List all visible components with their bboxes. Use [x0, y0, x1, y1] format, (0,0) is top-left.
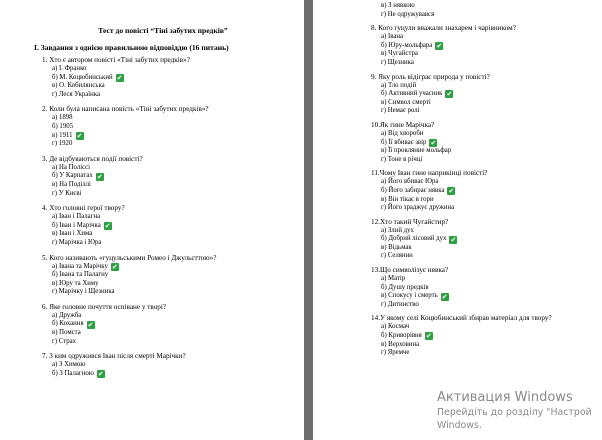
watermark-title: Активация Windows	[437, 390, 573, 405]
check-icon: ✔	[104, 222, 111, 231]
answer-option	[363, 147, 594, 156]
check-icon: ✔	[76, 131, 83, 140]
answer-option-label: б) Активний учасник	[381, 90, 443, 98]
check-icon: ✔	[448, 187, 455, 196]
answer-option-label: б) З Палагною	[52, 369, 94, 377]
answer-option	[363, 292, 594, 301]
question-item	[34, 303, 292, 346]
question-item	[363, 169, 594, 212]
answer-option	[363, 244, 594, 253]
answer-option	[363, 323, 594, 332]
question-text: 1. Хто є автором повісті «Тіні забутих предків»?	[42, 56, 190, 64]
answer-option	[363, 341, 594, 350]
answer-option-label: в) Її прокляние мольфар	[381, 147, 452, 155]
answer-option-label: г) Леся Українка	[52, 90, 101, 98]
answer-option	[34, 370, 292, 379]
question-text: 8. Кого гуцули вважали знахарем і чарівником?	[371, 24, 516, 33]
check-icon: ✔	[446, 90, 453, 99]
answer-option-label: а) Іван і Палагна	[52, 213, 101, 221]
check-icon: ✔	[436, 42, 443, 51]
check-icon: ✔	[96, 172, 103, 181]
question-text: 5. Кого називають «гуцульськими Ромео і Джульєттою»?	[42, 253, 217, 262]
answer-option	[363, 349, 594, 358]
question-list-left	[34, 56, 292, 378]
answer-option	[363, 90, 594, 99]
question-item	[363, 266, 594, 309]
question-item	[34, 352, 292, 378]
answer-option-label: г) Тоне в річці	[381, 155, 423, 163]
answer-option-label: а) Злий дух	[381, 226, 414, 234]
question-item	[34, 254, 292, 297]
answer-option-label: б) Її вбиває звір	[381, 138, 427, 146]
answer-option	[34, 280, 292, 289]
watermark-subtitle-line2: Windows.	[437, 420, 482, 431]
answer-option-label: б) М. Коцюбинський	[52, 73, 113, 81]
check-icon: ✔	[116, 73, 123, 82]
answer-option	[363, 42, 594, 51]
check-icon: ✔	[87, 320, 94, 329]
answer-option-label: г) Щезника	[381, 58, 414, 66]
answer-option	[34, 239, 292, 248]
answer-option	[34, 91, 292, 100]
question-item	[34, 155, 292, 198]
answer-option-label: в) Спокусу і смерть	[381, 292, 438, 300]
answer-option-label: г) Марічка і Юра	[52, 238, 102, 246]
question-text: 14.У якому селі Коцюбинський збирав матеріал для твору?	[371, 314, 552, 323]
answer-option-label: а) Тло подій	[381, 81, 417, 89]
check-icon: ✔	[111, 262, 118, 271]
answer-option	[34, 361, 292, 370]
document-page-right	[313, 0, 602, 440]
answer-option	[34, 172, 292, 181]
question-item	[363, 218, 594, 261]
answer-option-label: а) І. Франко	[52, 65, 87, 72]
answer-option-label: б) Юру-мольфара	[381, 41, 433, 49]
answer-option-label: б) Кохання	[52, 320, 84, 328]
question-text: 11.Чому Іван гине наприкінці повісті?	[371, 169, 488, 178]
question-text: 2. Коли була написана повість «Тіні забутих предків»?	[42, 105, 209, 114]
check-icon: ✔	[425, 332, 432, 341]
question-text: 12.Хто такий Чугайстир?	[371, 217, 449, 226]
question-item	[34, 204, 292, 247]
check-icon: ✔	[441, 292, 448, 301]
question-item	[363, 2, 594, 19]
answer-option	[363, 275, 594, 284]
answer-option	[34, 320, 292, 329]
answer-option	[363, 227, 594, 236]
answer-option	[363, 139, 594, 148]
question-text: 13.Що символізує нявка?	[371, 266, 449, 275]
answer-option-label: б) Івана та Палагну	[52, 271, 109, 279]
question-text: 7. З ким одружився Іван після смерті Марічки?	[42, 352, 186, 361]
answer-option-label: г) Його зраджує дружина	[381, 204, 455, 212]
answer-option-label: б) Його забирає нявка	[381, 186, 445, 194]
answer-option-label: г) Страх	[52, 337, 77, 345]
answer-option	[34, 181, 292, 190]
answer-option	[363, 301, 594, 310]
answer-option-label: в) Помста	[52, 329, 81, 337]
watermark-subtitle-line1: Перейдіть до розділу "Настрой	[437, 407, 592, 418]
answer-option-label: в) Символ смерті	[381, 98, 431, 106]
question-list-right	[363, 24, 594, 358]
answer-option-label: б) Добрий лісовий дух	[381, 235, 447, 243]
answer-option	[34, 82, 292, 91]
answer-option	[34, 65, 292, 74]
question-text: 9. Яку роль відіграє природа у повісті?	[371, 72, 490, 81]
answer-option	[363, 196, 594, 205]
answer-option-label: а) Його вбиває Юра	[381, 178, 439, 186]
answer-option	[34, 114, 292, 123]
question-item	[363, 73, 594, 116]
answer-option-label: в) Він тікає в гори	[381, 195, 434, 203]
check-icon: ✔	[430, 138, 437, 147]
answer-option-label: б) Іван і Марічка	[52, 221, 101, 229]
windows-activation-watermark	[437, 390, 602, 432]
question-text: 3. Де відбуваються події повісті?	[42, 154, 143, 163]
check-icon: ✔	[97, 370, 104, 379]
answer-option-label: а) Дружба	[52, 311, 82, 319]
question-item	[34, 105, 292, 148]
answer-option-label: г) Не одружувався	[381, 10, 435, 18]
answer-option	[363, 33, 594, 42]
answer-option-label: г) Немає ролі	[381, 107, 420, 115]
answer-option-label: б) У Карпатах	[52, 172, 93, 180]
question-text: 4. Хто головні герої твору?	[42, 204, 125, 213]
answer-option	[34, 140, 292, 149]
answer-option	[363, 11, 594, 20]
answer-option-label: б) Криворівня	[381, 332, 422, 340]
answer-option-label: б) 1905	[52, 122, 74, 130]
answer-option	[34, 190, 292, 199]
question-7-continuation	[363, 2, 594, 19]
answer-option	[363, 204, 594, 213]
answer-option-label: г) Марічку і Щезника	[52, 288, 115, 296]
answer-option	[363, 284, 594, 293]
answer-option-label: а) З Химою	[52, 361, 86, 369]
watermark-subtitle	[437, 406, 602, 432]
answer-option-label: в) Іван і Хима	[52, 230, 93, 238]
check-icon: ✔	[450, 235, 457, 244]
question-item	[363, 314, 594, 357]
answer-option-label: а) Матір	[381, 275, 406, 283]
answer-option	[363, 156, 594, 165]
answer-option-label: г) Селянин	[381, 252, 413, 260]
answer-option-label: в) 1911	[52, 131, 73, 139]
answer-option	[34, 288, 292, 297]
answer-option	[363, 252, 594, 261]
answer-option-label: а) 1898	[52, 114, 73, 122]
question-item	[363, 121, 594, 164]
answer-option	[363, 107, 594, 116]
answer-option	[363, 332, 594, 341]
answer-option	[34, 230, 292, 239]
answer-option	[363, 187, 594, 196]
answer-option	[363, 178, 594, 187]
answer-option	[34, 164, 292, 173]
answer-option-label: г) У Києві	[52, 189, 82, 197]
question-text: 10.Як гине Марічка?	[371, 120, 435, 129]
answer-option-label: в) О. Кобилянська	[52, 82, 105, 90]
answer-option	[34, 132, 292, 141]
answer-option-label: а) Космач	[381, 323, 410, 331]
question-item	[363, 24, 594, 67]
answer-option-label: в) Чугайстра	[381, 50, 418, 58]
answer-option-label: в) На Поділлі	[52, 180, 91, 188]
answer-option-label: г) Яремче	[381, 349, 410, 357]
answer-option	[363, 130, 594, 139]
answer-option-label: б) Душу предків	[381, 283, 429, 291]
answer-option	[34, 222, 292, 231]
answer-option-label: г) Дитинство	[381, 300, 419, 308]
answer-option-label: а) Від хвороби	[381, 129, 424, 137]
answer-option-label: а) Івана	[381, 33, 404, 41]
answer-option	[34, 123, 292, 132]
answer-option	[34, 271, 292, 280]
answer-option	[363, 2, 594, 11]
question-item	[34, 56, 292, 99]
answer-option-label: г) 1920	[52, 140, 73, 148]
answer-option-label: в) Юру та Химу	[52, 279, 99, 287]
answer-option	[363, 235, 594, 244]
answer-option-label: в) Відьмак	[381, 243, 412, 251]
answer-option	[34, 312, 292, 321]
section-title: I. Завдання з однією правильною відповіддю (16 питань)	[34, 43, 229, 52]
answer-option-label: в) З нявкою	[381, 2, 415, 9]
answer-option	[363, 82, 594, 91]
answer-option	[34, 213, 292, 222]
answer-option	[363, 50, 594, 59]
question-text: 6. Яке головне почуття оспіване у творі?	[42, 302, 167, 311]
answer-option	[363, 99, 594, 108]
document-title: Тест до повісті “Тіні забутих предків”	[98, 26, 228, 35]
answer-option	[34, 263, 292, 272]
answer-option	[34, 329, 292, 338]
answer-option	[363, 59, 594, 68]
answer-option-label: в) Верховина	[381, 340, 420, 348]
answer-option	[34, 74, 292, 83]
answer-option-label: а) Івана та Марічку	[52, 262, 108, 270]
answer-option	[34, 338, 292, 347]
answer-option-label: а) На Поліссі	[52, 163, 91, 171]
